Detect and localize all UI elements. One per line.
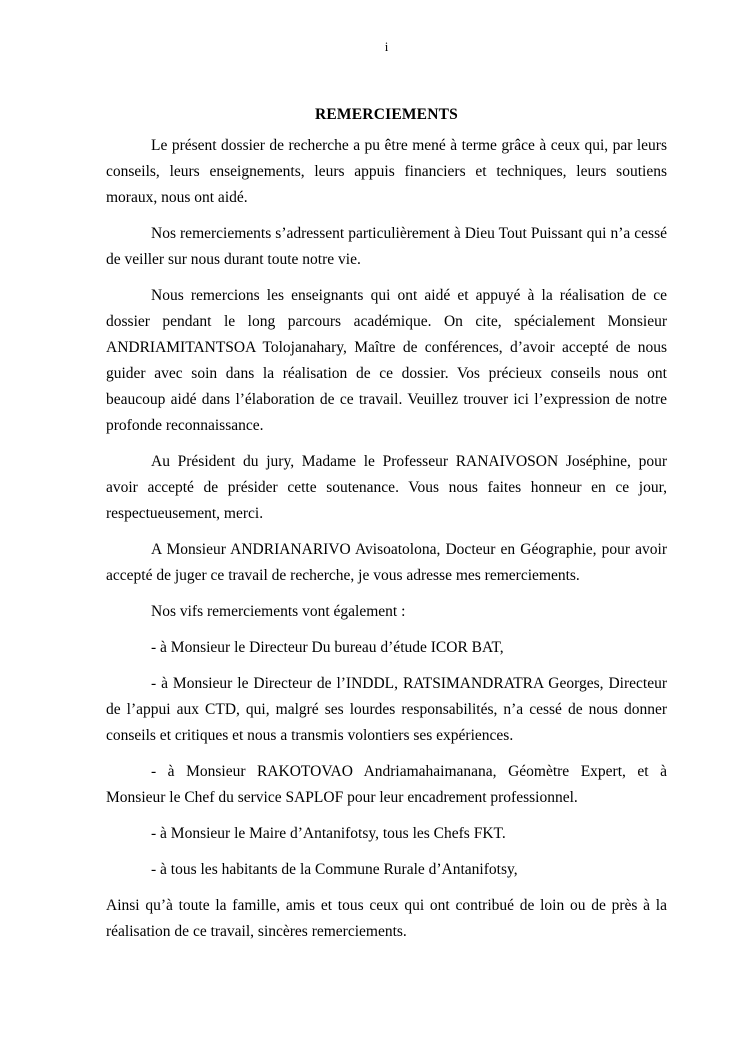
list-item-icor-bat: - à Monsieur le Directeur Du bureau d’étude ICOR BAT, <box>151 639 504 656</box>
list-item-maire: - à Monsieur le Maire d’Antanifotsy, tous les Chefs FKT. <box>151 825 506 842</box>
paragraph-intro: Le présent dossier de recherche a pu être mené à terme grâce à ceux qui, par leurs conseils, leurs enseignements, leurs appuis financiers et techniques, leurs soutiens moraux, nous ont aidé. <box>106 137 667 206</box>
list-item-habitants: - à tous les habitants de la Commune Rurale d’Antanifotsy, <box>151 861 518 878</box>
paragraph-enseignants: Nous remercions les enseignants qui ont aidé et appuyé à la réalisation de ce dossier pendant le long parcours académique. On cite, spécialement Monsieur ANDRIAMITANTSOA Tolojanahary, Maître de conférences, d’avoir accepté de nous guider avec soin dans la réalisation de ce dossier. Vos précieux conseils nous ont beaucoup aidé dans l’élaboration de ce travail. Veuillez trouver ici l’expression de notre profonde reconnaissance. <box>106 287 667 434</box>
paragraph-juge: A Monsieur ANDRIANARIVO Avisoatolona, Docteur en Géographie, pour avoir accepté de juger ce travail de recherche, je vous adresse mes remerciements. <box>106 541 667 584</box>
section-title: REMERCIEMENTS <box>315 106 458 123</box>
paragraph-dieu: Nos remerciements s’adressent particulièrement à Dieu Tout Puissant qui n’a cessé de veiller sur nous durant toute notre vie. <box>106 225 667 268</box>
page-number: i <box>384 39 389 54</box>
list-item-geometre: - à Monsieur RAKOTOVAO Andriamahaimanana, Géomètre Expert, et à Monsieur le Chef du service SAPLOF pour leur encadrement professionnel. <box>106 763 667 806</box>
paragraph-president-jury: Au Président du jury, Madame le Professeur RANAIVOSON Joséphine, pour avoir accepté de présider cette soutenance. Vous nous faites honneur en ce jour, respectueusement, merci. <box>106 453 667 522</box>
paragraph-vifs-remerciements: Nos vifs remerciements vont également : <box>151 603 406 620</box>
list-item-inddl: - à Monsieur le Directeur de l’INDDL, RATSIMANDRATRA Georges, Directeur de l’appui aux CTD, qui, malgré ses lourdes responsabilités, n’a cessé de nous donner conseils et critiques et nous a transmis volontiers ses expériences. <box>106 675 667 744</box>
paragraph-closing: Ainsi qu’à toute la famille, amis et tous ceux qui ont contribué de loin ou de près à la réalisation de ce travail, sincères remerciements. <box>106 897 667 940</box>
